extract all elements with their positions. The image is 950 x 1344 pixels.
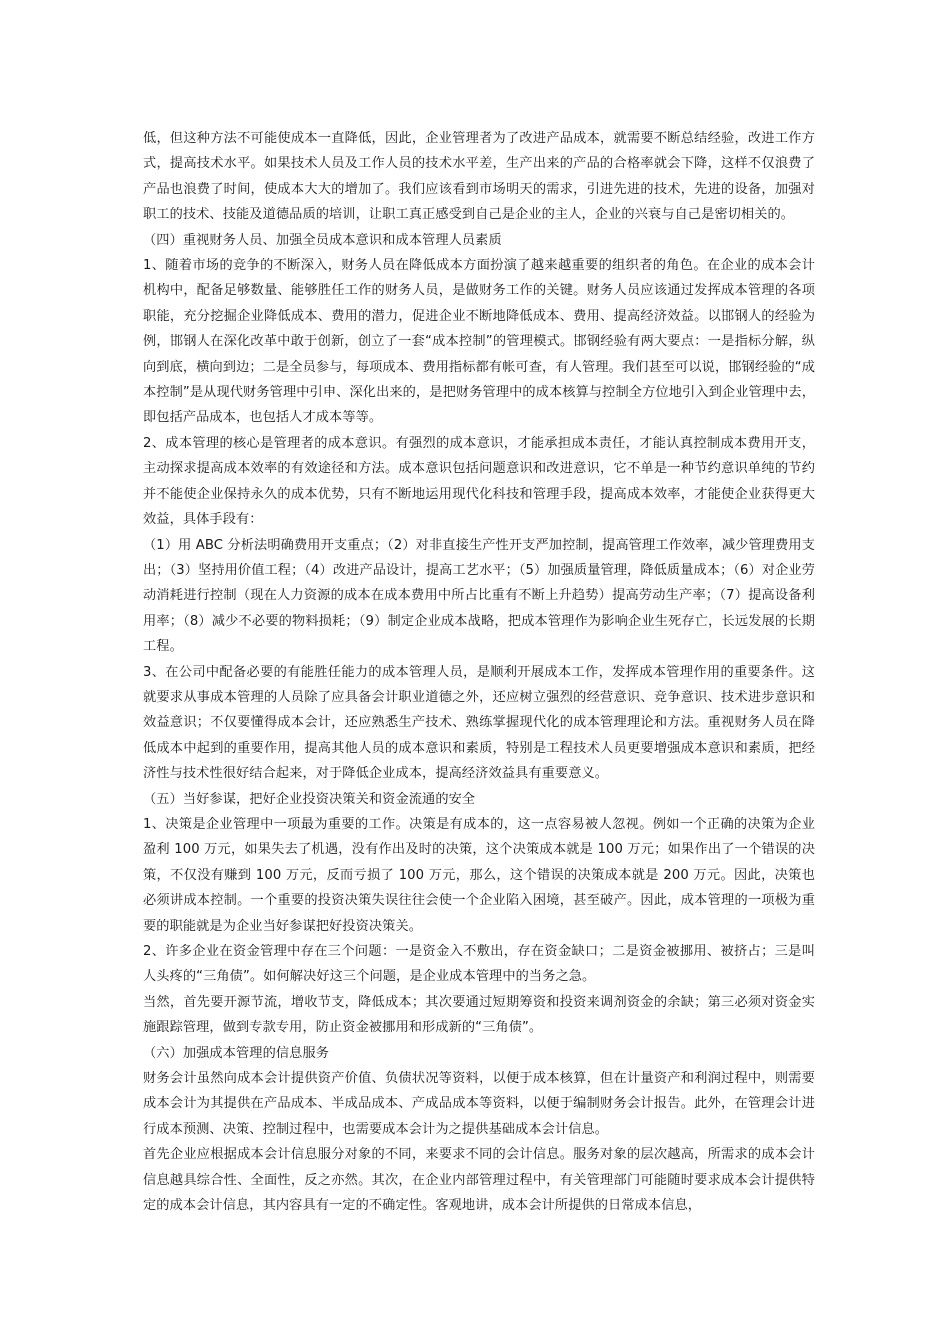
paragraph: 首先企业应根据成本会计信息服分对象的不同，来要求不同的会计信息。服务对象的层次越高，所需求的成本会计信息越具综合性、全面性，反之亦然。其次，在企业内部管理过程中，有关管理部门可能随时要求成本会计提供特定的成本会计信息，其内容具有一定的不确定性。客观地讲，成本会计所提供的日常成本信息， <box>143 1147 815 1214</box>
section-heading: （五）当好参谋，把好企业投资决策关和资金流通的安全 <box>143 791 476 807</box>
paragraph: 2、许多企业在资金管理中存在三个问题：一是资金入不敷出，存在资金缺口；二是资金被挪用、被挤占；三是叫人头疼的“三角债”。如何解决好这三个问题，是企业成本管理中的当务之急。 <box>143 944 815 985</box>
paragraph: 财务会计虽然向成本会计提供资产价值、负债状况等资料，以便于成本核算，但在计量资产和利润过程中，则需要成本会计为其提供在产品成本、半成品成本、产成品成本等资料，以便于编制财务会计报告。此外，在管理会计进行成本预测、决策、控制过程中，也需要成本会计为之提供基础成本会计信息。 <box>143 1071 815 1137</box>
paragraph: 2、成本管理的核心是管理者的成本意识。有强烈的成本意识，才能承担成本责任，才能认真控制成本费用开支，主动探求提高成本效率的有效途径和方法。成本意识包括问题意识和改进意识，它不单是一种节约意识单纯的节约并不能使企业保持永久的成本优势，只有不断地运用现代化科技和管理手段，提高成本效率，才能使企业获得更大效益，具体手段有： <box>143 435 815 528</box>
paragraph: （1）用 ABC 分析法明确费用开支重点；（2）对非直接生产性开支严加控制，提高管理工作效率，减少管理费用支出；（3）坚持用价值工程；（4）改进产品设计，提高工艺水平；（5）加强质量管理，降低质量成本；（6）对企业劳动消耗进行控制（现在人力资源的成本在成本费用中所占比重有不断上升趋势）提高劳动生产率；（7）提高设备利用率；（8）减少不必要的物料损耗；（9）制定企业成本战略，把成本管理作为影响企业生死存亡，长远发展的长期工程。 <box>143 537 815 655</box>
paragraph: 低，但这种方法不可能使成本一直降低，因此，企业管理者为了改进产品成本，就需要不断总结经验，改进工作方式，提高技术水平。如果技术人员及工作人员的技术水平差，生产出来的产品的合格率就会下降，这样不仅浪费了产品也浪费了时间，使成本大大的增加了。我们应该看到市场明天的需求，引进先进的技术，先进的设备，加强对职工的技术、技能及道德品质的培训，让职工真正感受到自己是企业的主人，企业的兴衰与自己是密切相关的。 <box>143 131 815 223</box>
paragraph: 当然，首先要开源节流，增收节支，降低成本；其次要通过短期筹资和投资来调剂资金的余缺；第三必须对资金实施跟踪管理，做到专款专用，防止资金被挪用和形成新的“三角债”。 <box>143 994 815 1036</box>
paragraph: 3、在公司中配备必要的有能胜任能力的成本管理人员，是顺利开展成本工作，发挥成本管理作用的重要条件。这就要求从事成本管理的人员除了应具备会计职业道德之外，还应树立强烈的经营意识、竞争意识、技术进步意识和效益意识；不仅要懂得成本会计，还应熟悉生产技术、熟练掌握现代化的成本管理理论和方法。重视财务人员在降低成本中起到的重要作用，提高其他人员的成本意识和素质，特别是工程技术人员更要增强成本意识和素质，把经济性与技术性很好结合起来，对于降低企业成本，提高经济效益具有重要意义。 <box>143 664 815 782</box>
section-heading: （四）重视财务人员、加强全员成本意识和成本管理人员素质 <box>143 232 502 248</box>
section-heading: （六）加强成本管理的信息服务 <box>143 1045 330 1061</box>
paragraph: 1、随着市场的竞争的不断深入，财务人员在降低成本方面扮演了越来越重要的组织者的角色。在企业的成本会计机构中，配备足够数量、能够胜任工作的财务人员，是做财务工作的关键。财务人员应该通过发挥成本管理的各项职能，充分挖掘企业降低成本、费用的潜力，促进企业不断地降低成本、费用、提高经济效益。以邯钢人的经验为例，邯钢人在深化改革中敢于创新，创立了一套“成本控制”的管理模式。邯钢经验有两大要点：一是指标分解，纵向到底，横向到边；二是全员参与，每项成本、费用指标都有帐可查，有人管理。我们甚至可以说，邯钢经验的“成本控制”是从现代财务管理中引申、深化出来的，是把财务管理中的成本核算与控制全方位地引入到企业管理中去，即包括产品成本，也包括人才成本等等。 <box>143 258 815 426</box>
document-body <box>143 126 815 1218</box>
paragraph: 1、决策是企业管理中一项最为重要的工作。决策是有成本的，这一点容易被人忽视。例如一个正确的决策为企业盈利 100 万元，如果失去了机遇，没有作出及时的决策，这个决策成本就是 100 万元；如果作出了一个错误的决策，不仅没有赚到 100 万元，反而亏损了 100 万元，那么，这个错误的决策成本就是 200 万元。因此，决策也必须讲成本控制。一个重要的投资决策失误往往会使一个企业陷入困境，甚至破产。因此，成本管理的一项极为重要的职能就是为企业当好参谋把好投资决策关。 <box>143 816 815 934</box>
